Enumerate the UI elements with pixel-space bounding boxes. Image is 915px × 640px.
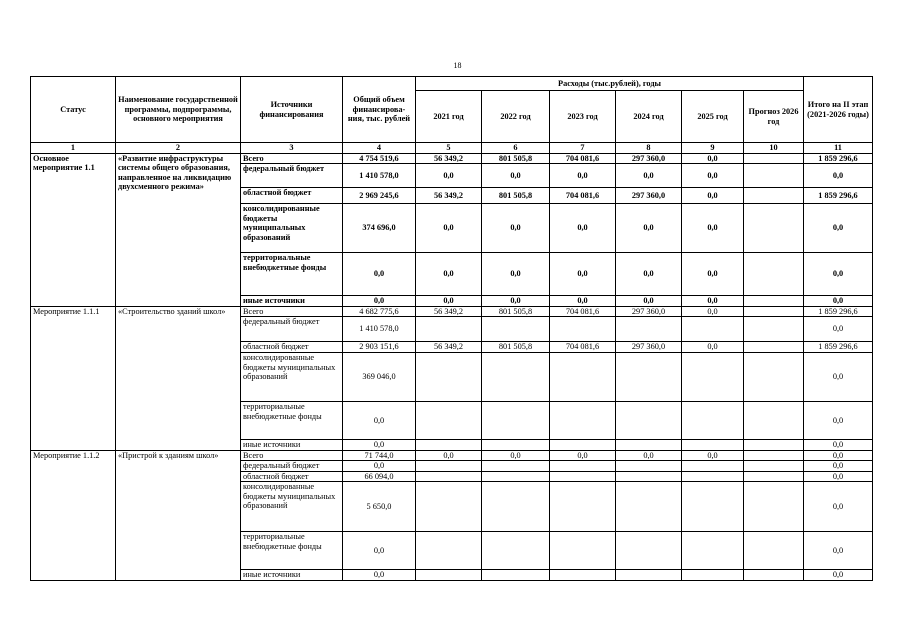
row-2022 [482,402,550,440]
row-2023 [550,402,616,440]
row-stage-total: 1 859 296,6 [804,306,873,317]
row-2025 [682,570,744,581]
row-2021: 0,0 [416,450,482,461]
header-sources: Источники финансирования [241,77,343,143]
row-2024 [616,461,682,472]
row-2024: 0,0 [616,253,682,296]
row-2026 [744,306,804,317]
row-source: федеральный бюджет [241,461,343,472]
row-2022: 801 505,8 [482,153,550,164]
row-2025 [682,482,744,532]
row-stage-total: 0,0 [804,482,873,532]
row-2022 [482,461,550,472]
row-source: Всего [241,153,343,164]
column-number: 4 [343,143,416,154]
row-2025 [682,402,744,440]
main-activity-block [31,153,873,306]
row-2026 [744,461,804,472]
row-stage-total: 0,0 [804,317,873,342]
row-total: 374 696,0 [343,204,416,253]
header-status: Статус [31,77,116,143]
row-2023 [550,317,616,342]
block-status: Мероприятие 1.1.1 [31,306,116,450]
row-2026 [744,188,804,204]
row-2026 [744,342,804,353]
row-source: иные источники [241,296,343,307]
row-source: федеральный бюджет [241,317,343,342]
row-2026 [744,204,804,253]
row-2026 [744,471,804,482]
row-2026 [744,317,804,342]
row-stage-total: 0,0 [804,253,873,296]
row-2026 [744,402,804,440]
row-2021 [416,461,482,472]
page-number: 18 [453,61,462,70]
header-stage-total: Итого на II этап (2021-2026 годы) [804,77,873,143]
header-expenses: Расходы (тыс.рублей), годы [416,77,804,91]
row-2025: 0,0 [682,188,744,204]
row-stage-total: 0,0 [804,440,873,451]
row-2024: 0,0 [616,450,682,461]
row-2021 [416,532,482,570]
row-2021: 0,0 [416,296,482,307]
column-number: 11 [804,143,873,154]
column-number: 7 [550,143,616,154]
row-2021 [416,402,482,440]
row-2022 [482,317,550,342]
row-2025: 0,0 [682,296,744,307]
row-2026 [744,532,804,570]
row-stage-total: 0,0 [804,402,873,440]
row-2025 [682,471,744,482]
row-2024 [616,570,682,581]
funding-table [30,76,873,581]
row-2023: 0,0 [550,164,616,188]
row-2026 [744,164,804,188]
row-stage-total: 0,0 [804,570,873,581]
row-source: территориальные внебюджетные фонды [241,532,343,570]
row-total: 0,0 [343,253,416,296]
table-row [31,450,873,461]
row-2022: 0,0 [482,204,550,253]
row-2022: 0,0 [482,253,550,296]
activity-block [31,450,873,580]
row-2026 [744,570,804,581]
column-number: 6 [482,143,550,154]
row-2026 [744,440,804,451]
table-row [31,153,873,164]
row-2023 [550,471,616,482]
row-source: федеральный бюджет [241,164,343,188]
row-2024: 0,0 [616,296,682,307]
row-stage-total: 0,0 [804,296,873,307]
row-2021: 0,0 [416,204,482,253]
row-stage-total: 1 859 296,6 [804,342,873,353]
row-2025: 0,0 [682,306,744,317]
row-2025 [682,532,744,570]
row-2022 [482,532,550,570]
row-2021 [416,353,482,402]
block-status: Основное мероприятие 1.1 [31,153,116,306]
row-2024: 297 360,0 [616,306,682,317]
row-source: иные источники [241,570,343,581]
header-year-2025: 2025 год [682,91,744,143]
row-2023 [550,532,616,570]
row-2026 [744,253,804,296]
row-stage-total: 1 859 296,6 [804,188,873,204]
row-stage-total: 0,0 [804,461,873,472]
row-2024 [616,532,682,570]
row-total: 0,0 [343,296,416,307]
row-2023: 0,0 [550,450,616,461]
row-2023: 704 081,6 [550,342,616,353]
row-source: областной бюджет [241,342,343,353]
row-source: Всего [241,306,343,317]
row-2023: 0,0 [550,296,616,307]
row-2025: 0,0 [682,164,744,188]
row-source: консолидированные бюджеты муниципальных образований [241,204,343,253]
header-total: Общий объем финансирова-ния, тыс. рублей [343,77,416,143]
header-year-2022: 2022 год [482,91,550,143]
row-stage-total: 0,0 [804,353,873,402]
row-2021 [416,471,482,482]
row-total: 0,0 [343,532,416,570]
row-2022 [482,440,550,451]
row-total: 0,0 [343,440,416,451]
row-2021 [416,317,482,342]
row-2022: 801 505,8 [482,188,550,204]
row-2026 [744,153,804,164]
row-2025 [682,317,744,342]
activity-block [31,306,873,450]
row-2022 [482,353,550,402]
row-2021 [416,440,482,451]
row-2022 [482,482,550,532]
column-number-row [31,143,873,154]
row-2025: 0,0 [682,204,744,253]
row-total: 5 650,0 [343,482,416,532]
block-status: Мероприятие 1.1.2 [31,450,116,580]
row-stage-total: 1 859 296,6 [804,153,873,164]
header-year-2024: 2024 год [616,91,682,143]
row-2023 [550,482,616,532]
row-2021: 56 349,2 [416,306,482,317]
row-2023: 704 081,6 [550,188,616,204]
column-number: 10 [744,143,804,154]
column-number: 8 [616,143,682,154]
row-2025: 0,0 [682,450,744,461]
block-name: «Строительство зданий школ» [116,306,241,450]
row-2022: 801 505,8 [482,342,550,353]
header-year-2023: 2023 год [550,91,616,143]
row-2021: 56 349,2 [416,153,482,164]
column-number: 5 [416,143,482,154]
row-stage-total: 0,0 [804,164,873,188]
row-2025: 0,0 [682,342,744,353]
row-2023: 704 081,6 [550,306,616,317]
row-2022: 801 505,8 [482,306,550,317]
column-number: 2 [116,143,241,154]
row-2024: 0,0 [616,164,682,188]
column-number: 1 [31,143,116,154]
row-total: 4 682 775,6 [343,306,416,317]
row-2024 [616,471,682,482]
row-source: консолидированные бюджеты муниципальных образований [241,482,343,532]
row-total: 0,0 [343,461,416,472]
row-2022 [482,471,550,482]
row-2021: 56 349,2 [416,342,482,353]
row-2025 [682,353,744,402]
row-2022: 0,0 [482,450,550,461]
row-2024 [616,440,682,451]
row-source: Всего [241,450,343,461]
table-row [31,306,873,317]
row-source: областной бюджет [241,471,343,482]
row-2021 [416,570,482,581]
row-2025: 0,0 [682,253,744,296]
row-2024: 297 360,0 [616,188,682,204]
row-total: 0,0 [343,402,416,440]
block-name: «Развитие инфраструктуры системы общего образования, направленное на ликвидацию двухсменного режима» [116,153,241,306]
row-total: 1 410 578,0 [343,164,416,188]
header-name: Наименование государственной программы, подпрограммы, основного мероприятия [116,77,241,143]
row-2025 [682,461,744,472]
row-source: иные источники [241,440,343,451]
row-source: территориальные внебюджетные фонды [241,253,343,296]
row-2021 [416,482,482,532]
header-year-2026: Прогноз 2026 год [744,91,804,143]
row-2024 [616,353,682,402]
row-source: областной бюджет [241,188,343,204]
row-total: 2 969 245,6 [343,188,416,204]
column-number: 3 [241,143,343,154]
row-2021: 56 349,2 [416,188,482,204]
row-total: 66 094,0 [343,471,416,482]
row-2022: 0,0 [482,164,550,188]
row-2024: 0,0 [616,204,682,253]
row-2026 [744,482,804,532]
row-2023: 0,0 [550,253,616,296]
row-2023 [550,461,616,472]
row-total: 1 410 578,0 [343,317,416,342]
row-stage-total: 0,0 [804,450,873,461]
row-2023 [550,570,616,581]
row-stage-total: 0,0 [804,471,873,482]
row-2024: 297 360,0 [616,342,682,353]
block-name: «Пристрой к зданиям школ» [116,450,241,580]
row-2022 [482,570,550,581]
row-2025: 0,0 [682,153,744,164]
row-2021: 0,0 [416,253,482,296]
row-2026 [744,353,804,402]
row-2021: 0,0 [416,164,482,188]
row-total: 2 903 151,6 [343,342,416,353]
row-2024 [616,482,682,532]
row-2025 [682,440,744,451]
row-total: 4 754 519,6 [343,153,416,164]
row-total: 0,0 [343,570,416,581]
row-source: территориальные внебюджетные фонды [241,402,343,440]
row-stage-total: 0,0 [804,532,873,570]
row-source: консолидированные бюджеты муниципальных образований [241,353,343,402]
column-number: 9 [682,143,744,154]
row-2026 [744,296,804,307]
row-2023 [550,353,616,402]
row-2024: 297 360,0 [616,153,682,164]
row-total: 369 046,0 [343,353,416,402]
row-2026 [744,450,804,461]
row-2024 [616,317,682,342]
row-2024 [616,402,682,440]
row-total: 71 744,0 [343,450,416,461]
row-stage-total: 0,0 [804,204,873,253]
row-2023 [550,440,616,451]
header-year-2021: 2021 год [416,91,482,143]
row-2023: 0,0 [550,204,616,253]
row-2023: 704 081,6 [550,153,616,164]
row-2022: 0,0 [482,296,550,307]
